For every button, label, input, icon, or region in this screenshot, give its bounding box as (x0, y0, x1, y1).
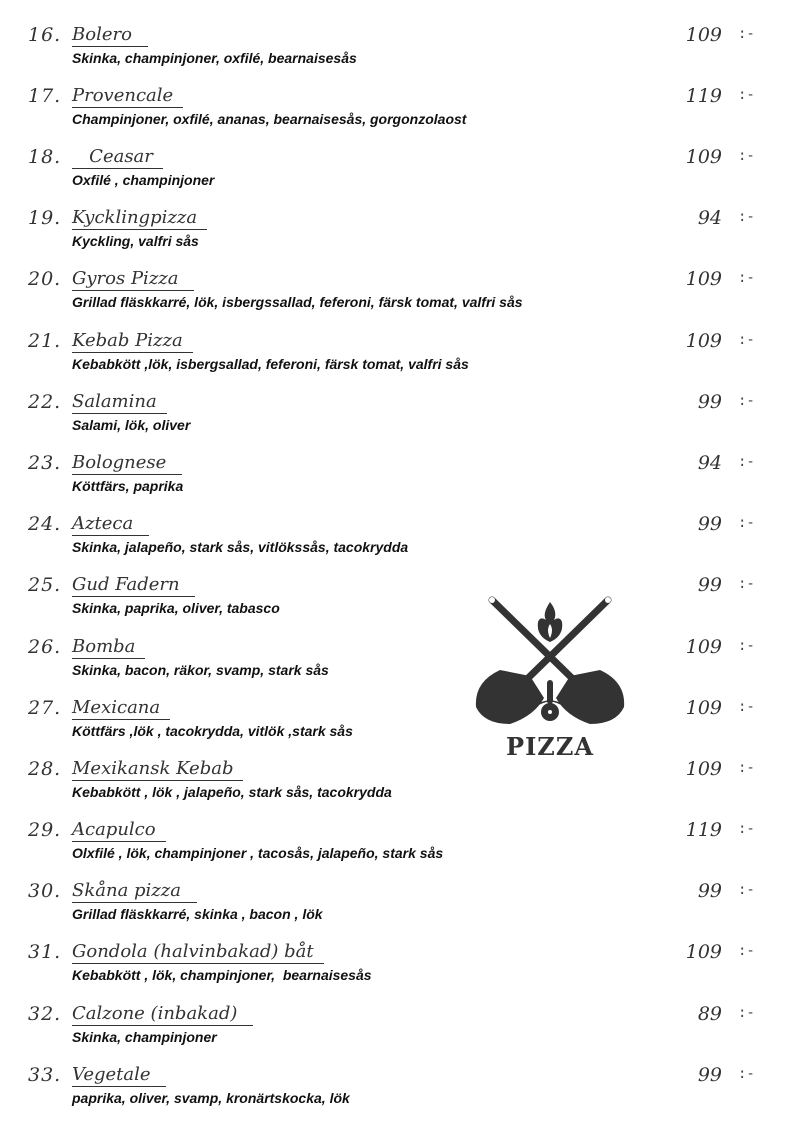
price-suffix: :- (738, 821, 755, 837)
item-number: 27. (28, 697, 62, 719)
item-ingredients: Kebabkött , lök , jalapeño, stark sås, tacokrydda (72, 784, 392, 800)
item-ingredients: Oxfilé , champinjoner (72, 172, 215, 188)
item-name: Mexicana (72, 697, 170, 720)
item-price: 94 (697, 207, 722, 229)
item-number: 32. (28, 1003, 62, 1025)
item-price: 109 (685, 146, 722, 168)
item-name: Bolero (72, 24, 148, 47)
price-suffix: :- (738, 638, 755, 654)
item-price: 99 (697, 513, 722, 535)
price-suffix: :- (738, 332, 755, 348)
item-ingredients: Kebabkött ,lök, isbergsallad, feferoni, färsk tomat, valfri sås (72, 356, 469, 372)
price-suffix: :- (738, 270, 755, 286)
item-name: Vegetale (72, 1064, 166, 1087)
price-suffix: :- (738, 699, 755, 715)
menu-item (0, 697, 800, 758)
item-name: Skåna pizza (72, 880, 197, 903)
item-price: 99 (697, 880, 722, 902)
item-price: 119 (685, 85, 722, 107)
item-name: Kebab Pizza (72, 330, 193, 353)
menu-item (0, 1064, 800, 1125)
price-suffix: :- (738, 26, 755, 42)
item-number: 22. (28, 391, 62, 413)
menu-item (0, 207, 800, 268)
menu-item (0, 85, 800, 146)
menu-item (0, 268, 800, 329)
item-number: 26. (28, 636, 62, 658)
menu-item (0, 24, 800, 85)
item-number: 28. (28, 758, 62, 780)
item-number: 21. (28, 330, 62, 352)
item-number: 30. (28, 880, 62, 902)
logo-text: PIZZA (506, 732, 594, 761)
item-ingredients: Skinka, bacon, räkor, svamp, stark sås (72, 662, 329, 678)
item-price: 109 (685, 941, 722, 963)
item-number: 20. (28, 268, 62, 290)
item-name: Mexikansk Kebab (72, 758, 243, 781)
pizza-logo (470, 592, 630, 762)
item-name: Gud Fadern (72, 574, 195, 597)
item-ingredients: Skinka, champinjoner (72, 1029, 217, 1045)
item-ingredients: Köttfärs ,lök , tacokrydda, vitlök ,stark sås (72, 723, 353, 739)
item-number: 18. (28, 146, 62, 168)
item-number: 23. (28, 452, 62, 474)
item-ingredients: Grillad fläskkarré, lök, isbergssallad, feferoni, färsk tomat, valfri sås (72, 294, 523, 310)
item-ingredients: Kebabkött , lök, champinjoner, bearnaisesås (72, 967, 372, 983)
item-name: Salamina (72, 391, 167, 414)
item-price: 109 (685, 268, 722, 290)
item-ingredients: Kyckling, valfri sås (72, 233, 199, 249)
item-price: 109 (685, 24, 722, 46)
menu-item (0, 1003, 800, 1064)
menu-item (0, 941, 800, 1002)
item-name: Kycklingpizza (72, 207, 207, 230)
price-suffix: :- (738, 576, 755, 592)
price-suffix: :- (738, 393, 755, 409)
price-suffix: :- (738, 1066, 755, 1082)
item-name: Azteca (72, 513, 149, 536)
item-price: 109 (685, 697, 722, 719)
menu-item (0, 758, 800, 819)
price-suffix: :- (738, 87, 755, 103)
item-name: Ceasar (72, 146, 163, 169)
item-number: 33. (28, 1064, 62, 1086)
item-ingredients: Köttfärs, paprika (72, 478, 184, 494)
menu-item (0, 146, 800, 207)
item-price: 109 (685, 330, 722, 352)
item-ingredients: Olxfilé , lök, champinjoner , tacosås, jalapeño, stark sås (72, 845, 444, 861)
menu-item (0, 574, 800, 635)
item-number: 16. (28, 24, 62, 46)
menu-item (0, 819, 800, 880)
menu-item (0, 636, 800, 697)
price-suffix: :- (738, 148, 755, 164)
item-ingredients: Grillad fläskkarré, skinka , bacon , lök (72, 906, 323, 922)
item-price: 94 (697, 452, 722, 474)
item-number: 25. (28, 574, 62, 596)
menu-item (0, 452, 800, 513)
item-price: 109 (685, 758, 722, 780)
item-number: 17. (28, 85, 62, 107)
menu-item (0, 330, 800, 391)
flame-icon (538, 602, 563, 642)
menu-item (0, 513, 800, 574)
item-number: 24. (28, 513, 62, 535)
item-name: Bolognese (72, 452, 182, 475)
item-name: Calzone (inbakad) (72, 1003, 253, 1026)
item-name: Provencale (72, 85, 183, 108)
item-price: 109 (685, 636, 722, 658)
price-suffix: :- (738, 515, 755, 531)
item-ingredients: Salami, lök, oliver (72, 417, 191, 433)
item-price: 99 (697, 574, 722, 596)
price-suffix: :- (738, 943, 755, 959)
price-suffix: :- (738, 454, 755, 470)
item-number: 31. (28, 941, 62, 963)
price-suffix: :- (738, 760, 755, 776)
price-suffix: :- (738, 209, 755, 225)
price-suffix: :- (738, 882, 755, 898)
price-suffix: :- (738, 1005, 755, 1021)
item-name: Gondola (halvinbakad) båt (72, 941, 324, 964)
menu-item (0, 880, 800, 941)
item-name: Acapulco (72, 819, 166, 842)
item-ingredients: Champinjoner, oxfilé, ananas, bearnaisesås, gorgonzolaost (72, 111, 467, 127)
item-name: Bomba (72, 636, 145, 659)
menu-item (0, 391, 800, 452)
item-name: Gyros Pizza (72, 268, 194, 291)
item-price: 89 (697, 1003, 722, 1025)
item-ingredients: Skinka, jalapeño, stark sås, vitlökssås, tacokrydda (72, 539, 409, 555)
item-price: 99 (697, 1064, 722, 1086)
item-number: 29. (28, 819, 62, 841)
item-ingredients: Skinka, paprika, oliver, tabasco (72, 600, 280, 616)
item-price: 119 (685, 819, 722, 841)
item-ingredients: Skinka, champinjoner, oxfilé, bearnaisesås (72, 50, 357, 66)
item-ingredients: paprika, oliver, svamp, kronärtskocka, lök (72, 1090, 350, 1106)
item-price: 99 (697, 391, 722, 413)
pizza-peel-icon (470, 592, 630, 732)
item-number: 19. (28, 207, 62, 229)
